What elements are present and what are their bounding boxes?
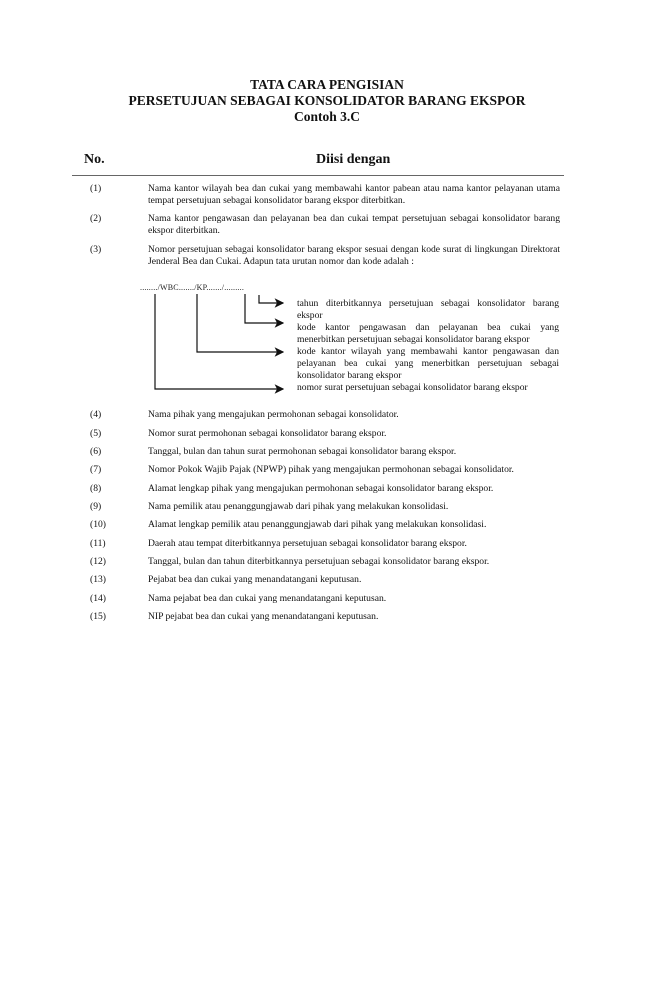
item-number: (3) (90, 244, 102, 255)
item-text: Nomor Pokok Wajib Pajak (NPWP) pihak yang mengajukan permohonan sebagai konsolidator. (148, 464, 514, 475)
title-line-3: Contoh 3.C (293, 109, 360, 124)
item-number: (14) (90, 593, 106, 604)
item-number: (15) (90, 611, 106, 622)
item-text: Tanggal, bulan dan tahun surat permohonan sebagai konsolidator barang ekspor. (148, 446, 457, 457)
item-text: Alamat lengkap pemilik atau penanggungjawab dari pihak yang melakukan konsolidasi. (148, 519, 487, 530)
item-text: Nama pejabat bea dan cukai yang menandatangani keputusan. (148, 593, 387, 604)
item-number: (11) (90, 538, 106, 549)
code-format: ......../WBC......./KP......./......... (140, 283, 245, 292)
item-text: NIP pejabat bea dan cukai yang menandatangani keputusan. (148, 611, 379, 622)
item-number: (7) (90, 464, 102, 475)
item-number: (4) (90, 409, 102, 420)
item-number: (2) (90, 213, 102, 224)
item-number: (1) (90, 183, 102, 194)
item-text: Daerah atau tempat diterbitkannya persetujuan sebagai konsolidator barang ekspor. (148, 538, 467, 549)
column-header-fill: Diisi dengan (316, 152, 391, 167)
item-text: Nama pihak yang mengajukan permohonan sebagai konsolidator. (148, 409, 399, 420)
item-text: Tanggal, bulan dan tahun diterbitkannya persetujuan sebagai konsolidator barang ekspor. (148, 556, 490, 567)
legend-kppbc-code: kode kantor pengawasan dan pelayanan bea cukai yang menerbitkan persetujuan sebagai konsolidator barang ekspor (297, 322, 559, 345)
item-number: (6) (90, 446, 102, 457)
item-number: (12) (90, 556, 106, 567)
item-text: Nama kantor wilayah bea dan cukai yang membawahi kantor pabean atau nama kantor pelayanan utama tempat persetujuan sebagai konsolidator barang ekspor diterbitkan. (148, 183, 560, 206)
title-line-1: TATA CARA PENGISIAN (250, 77, 404, 92)
legend-year: tahun diterbitkannya persetujuan sebagai konsolidator barang ekspor (297, 298, 559, 321)
item-text: Nomor surat permohonan sebagai konsolidator barang ekspor. (148, 428, 387, 439)
item-number: (8) (90, 483, 102, 494)
legend-letter-number: nomor surat persetujuan sebagai konsolidator barang ekspor (297, 382, 528, 393)
item-text: Nama kantor pengawasan dan pelayanan bea dan cukai tempat persetujuan sebagai konsolidator barang ekspor diterbitkan. (148, 213, 560, 236)
item-text: Nama pemilik atau penanggungjawab dari pihak yang melakukan konsolidasi. (148, 501, 449, 512)
item-number: (10) (90, 519, 106, 530)
column-header-no: No. (84, 152, 105, 167)
item-text: Pejabat bea dan cukai yang menandatangani keputusan. (148, 574, 362, 585)
item-number: (5) (90, 428, 102, 439)
item-number: (13) (90, 574, 106, 585)
item-text: Nomor persetujuan sebagai konsolidator barang ekspor sesuai dengan kode surat di lingkungan Direktorat Jenderal Bea dan Cukai. Adapun tata urutan nomor dan kode adalah : (148, 244, 560, 267)
item-text: Alamat lengkap pihak yang mengajukan permohonan sebagai konsolidator barang ekspor. (148, 483, 494, 494)
title-line-2: PERSETUJUAN SEBAGAI KONSOLIDATOR BARANG EKSPOR (128, 93, 526, 108)
legend-kanwil-code: kode kantor wilayah yang membawahi kantor pengawasan dan pelayanan bea cukai yang menerbitkan persetujuan sebagai konsolidator barang ekspor (297, 346, 559, 381)
item-number: (9) (90, 501, 102, 512)
